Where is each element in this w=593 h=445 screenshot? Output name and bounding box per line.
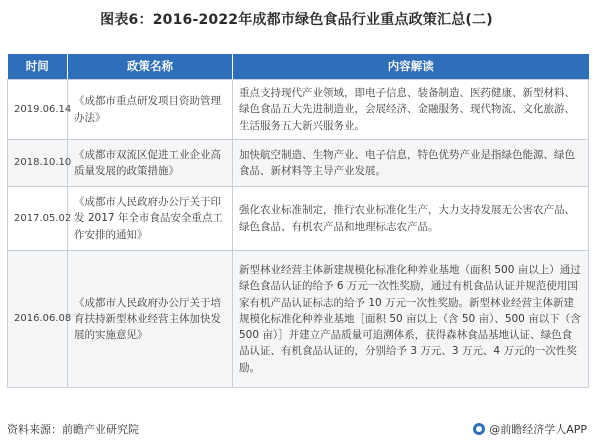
cell-content: 新型林业经营主体新建规模化标准化种养业基地（面积 500 亩以上）通过绿色食品认证的给予 6 万元一次性奖励，通过有机食品认证并规范使用国家有机产品认证标志的给予 10 万元一次性奖励。新型林业经营主体新建规模化标准化种养业基地［面积 50 亩以上（含 50 亩）、500 亩以下（含 500 亩）］并建立产品质量可追溯体系，获得森林食品基地认证、绿色食品认证、有机食品认证的，分别给予 3 万元、3 万元、4 万元的一次性奖励。 [233, 251, 589, 388]
cell-policy-name: 《成都市双流区促进工业企业高质量发展的政策措施》 [68, 140, 233, 187]
table-row [8, 187, 589, 251]
source-note: 资料来源：前瞻产业研究院 [7, 423, 139, 436]
cell-policy-name: 《成都市人民政府办公厅关于印发 2017 年全市食品安全重点工作安排的通知》 [68, 187, 233, 251]
cell-policy-name: 《成都市重点研发项目资助管理办法》 [68, 80, 233, 140]
cell-date: 2019.06.14 [8, 80, 68, 140]
table-row [8, 251, 589, 388]
cell-policy-name: 《成都市人民政府办公厅关于培育扶持新型林业经营主体加快发展的实施意见》 [68, 251, 233, 388]
brand-attribution [473, 421, 587, 437]
column-header-content: 内容解读 [233, 54, 589, 80]
cell-date: 2016.06.08 [8, 251, 68, 388]
cell-content: 重点支持现代产业领域，即电子信息、装备制造、医药健康、新型材料、绿色食品五大先进制造业，会展经济、金融服务、现代物流、文化旅游、生活服务五大新兴服务业。 [233, 80, 589, 140]
policy-table [7, 54, 589, 388]
column-header-policy-name: 政策名称 [68, 54, 233, 80]
table-header-row [8, 54, 589, 80]
column-header-date: 时间 [8, 54, 68, 80]
cell-date: 2018.10.10 [8, 140, 68, 187]
brand-logo-icon [473, 423, 485, 435]
cell-content: 加快航空制造、生物产业、电子信息，特色优势产业是指绿色能源、绿色食品、新材料等主导产业发展。 [233, 140, 589, 187]
cell-date: 2017.05.02 [8, 187, 68, 251]
table-row [8, 80, 589, 140]
table-row [8, 140, 589, 187]
page-title: 图表6：2016-2022年成都市绿色食品行业重点政策汇总(二) [100, 12, 493, 28]
cell-content: 强化农业标准制定，推行农业标准化生产，大力支持发展无公害农产品、绿色食品、有机农产品和地理标志农产品。 [233, 187, 589, 251]
brand-label: @前瞻经济学人APP [489, 423, 587, 436]
